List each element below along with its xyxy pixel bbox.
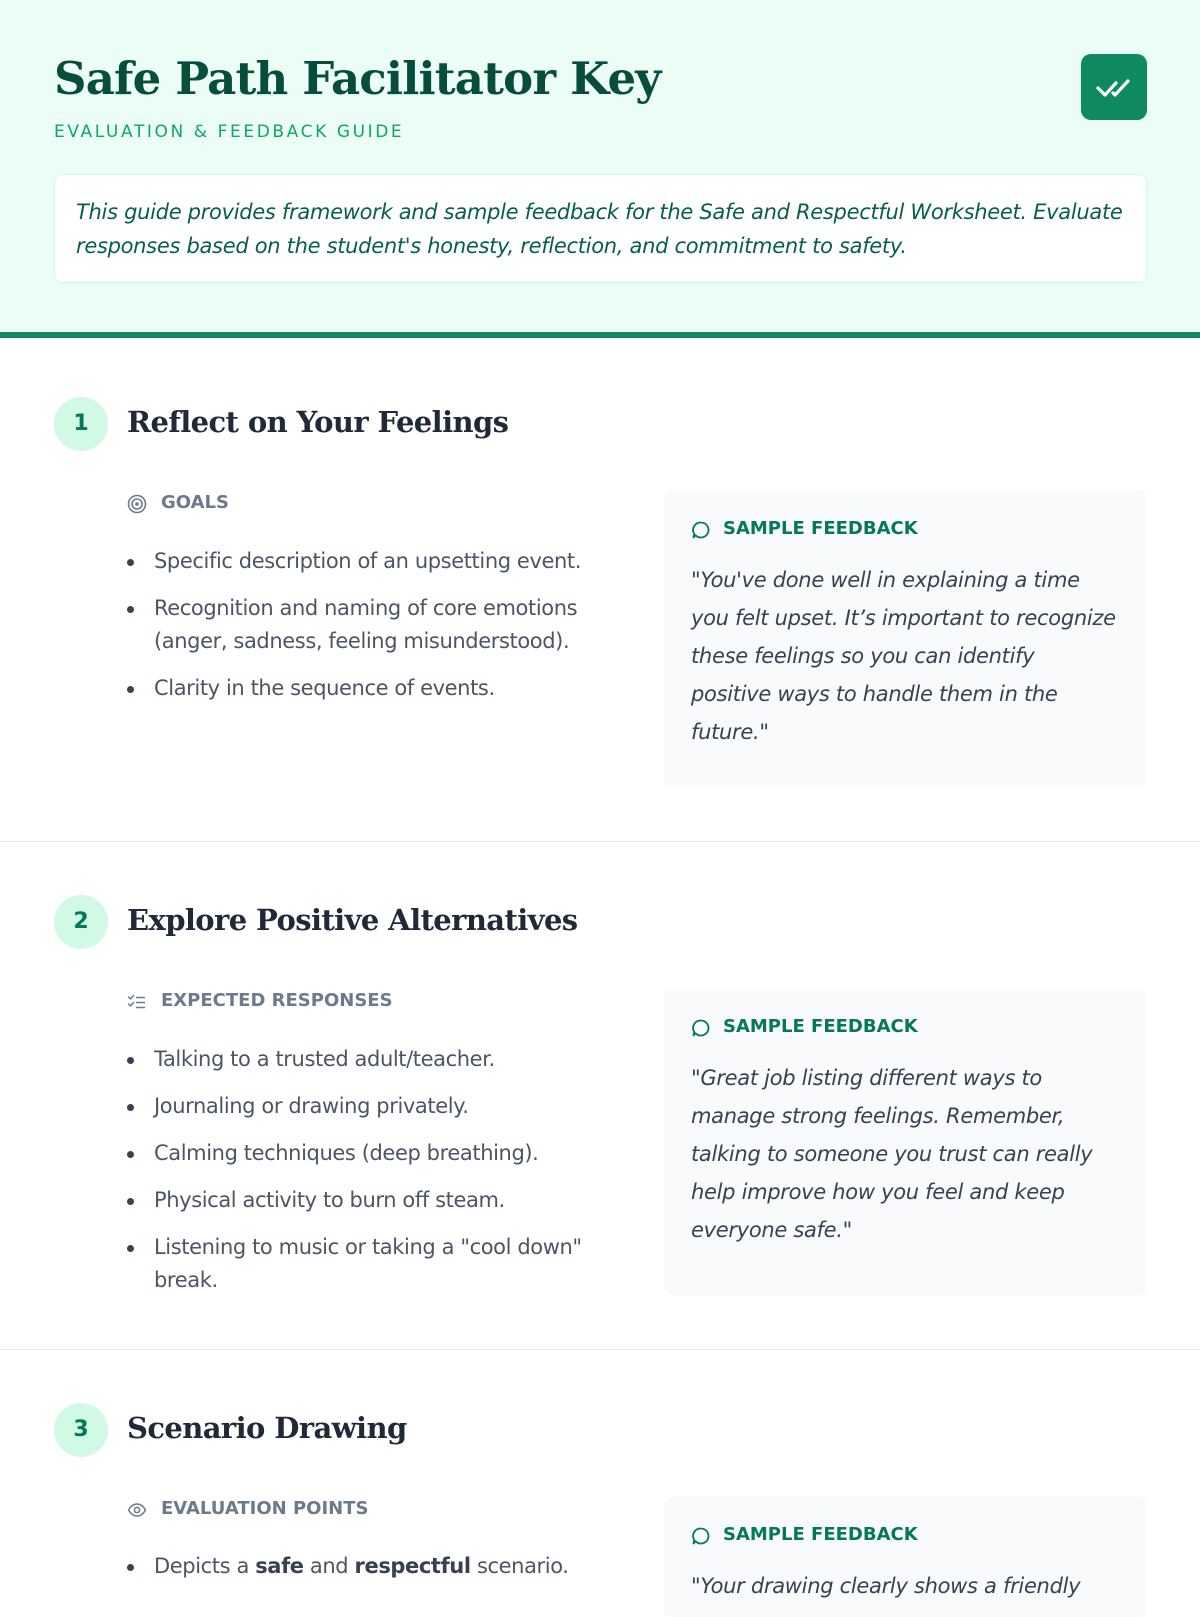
speech-bubble-icon xyxy=(691,1526,711,1546)
section-label-text: GOALS xyxy=(161,492,229,513)
speech-bubble-icon xyxy=(691,1018,711,1038)
feedback-text: "You've done well in explaining a time you felt upset. It’s important to recognize these feelings so you can identify positive ways to handle them in the future." xyxy=(691,568,1116,744)
section-number-badge: 2 xyxy=(54,895,108,949)
evaluation-list xyxy=(127,1550,627,1597)
section-label-text: EVALUATION POINTS xyxy=(161,1498,369,1519)
feedback-label-text: SAMPLE FEEDBACK xyxy=(723,1524,918,1545)
checklist-icon xyxy=(127,992,147,1016)
list-item: Talking to a trusted adult/teacher. xyxy=(127,1043,627,1076)
feedback-label-text: SAMPLE FEEDBACK xyxy=(723,1016,918,1037)
list-item: Depicts a safe and respectful scenario. xyxy=(127,1550,627,1583)
feedback-text: "Your drawing clearly shows a friendly xyxy=(691,1574,1081,1598)
double-check-icon xyxy=(1081,54,1147,120)
feedback-label-text: SAMPLE FEEDBACK xyxy=(723,518,918,539)
page-subtitle: EVALUATION & FEEDBACK GUIDE xyxy=(54,122,405,142)
list-item: Specific description of an upsetting event. xyxy=(127,545,627,578)
list-item: Recognition and naming of core emotions (anger, sadness, feeling misunderstood). xyxy=(127,592,627,658)
section-number-badge: 1 xyxy=(54,397,108,451)
eye-icon xyxy=(127,1500,147,1524)
feedback-label xyxy=(691,1015,1120,1039)
feedback-card xyxy=(664,491,1147,787)
list-item: Clarity in the sequence of events. xyxy=(127,672,627,705)
page-title: Safe Path Facilitator Key xyxy=(54,52,661,105)
responses-list xyxy=(127,1043,627,1311)
section-divider xyxy=(0,841,1200,842)
feedback-text: "Great job listing different ways to manage strong feelings. Remember, talking to someone you trust can really help improve how you feel and keep everyone safe." xyxy=(691,1066,1093,1242)
feedback-label xyxy=(691,517,1120,541)
section-title: Reflect on Your Feelings xyxy=(127,405,509,439)
target-icon xyxy=(127,494,147,518)
section-title: Explore Positive Alternatives xyxy=(127,903,578,937)
intro-text: This guide provides framework and sample feedback for the Safe and Respectful Worksheet. Evaluate responses based on the student's honesty, reflection, and commitment to safety. xyxy=(54,174,1147,283)
list-item: Physical activity to burn off steam. xyxy=(127,1184,627,1217)
list-item: Calming techniques (deep breathing). xyxy=(127,1137,627,1170)
feedback-label xyxy=(691,1523,1120,1547)
goals-list xyxy=(127,545,627,719)
list-item: Listening to music or taking a "cool down" break. xyxy=(127,1231,627,1297)
feedback-card xyxy=(664,989,1147,1295)
feedback-card xyxy=(664,1497,1147,1617)
list-item: Journaling or drawing privately. xyxy=(127,1090,627,1123)
section-divider xyxy=(0,1349,1200,1350)
section-number-badge: 3 xyxy=(54,1403,108,1457)
header xyxy=(0,0,1200,338)
speech-bubble-icon xyxy=(691,520,711,540)
section-label-text: EXPECTED RESPONSES xyxy=(161,990,393,1011)
section-title: Scenario Drawing xyxy=(127,1411,407,1445)
